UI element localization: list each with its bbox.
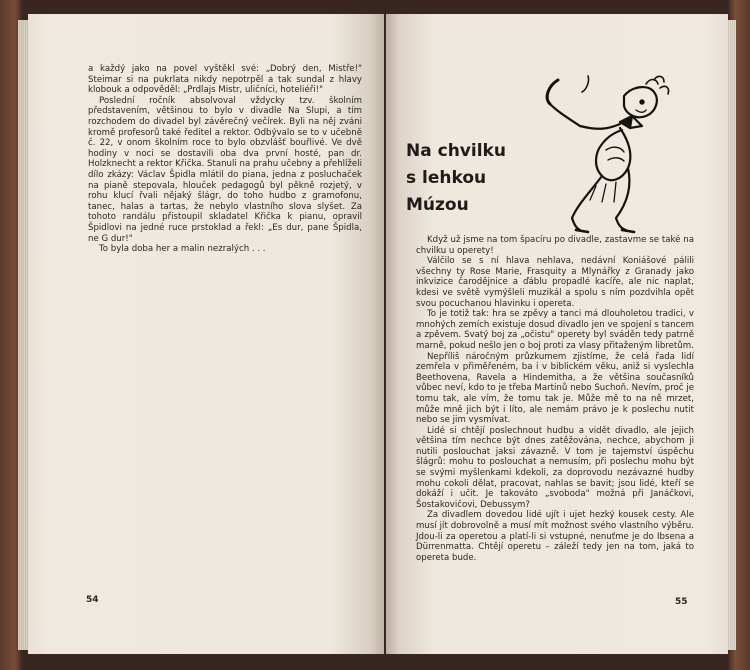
left-page [28,14,384,654]
page-number-left: 54 [86,595,99,605]
paragraph: Nepříliš náročným průzkumem zjistíme, že celá řada lidí zemřela v přiměřeném, ba i v biblickém věku, aniž si vyslechla Beethovena, Ravela a Hindemitha, a že většina současníků vůbec neví, kdo to je třeba Martinů nebo Suchoň. Nevím, proč je tomu tak, ale vím, že tomu tak je. Může mě to na ně mrzet, může mně jich být i líto, ale nemám právo je k poslechu nutit nebo se jim vysmívat. [416,351,694,426]
right-page [386,14,728,654]
chapter-title-line: Múzou [406,195,469,215]
left-page-text [88,64,362,255]
paragraph: Poslední ročník absolvoval vždycky tzv. školním představením, většinou to bylo v divadle Na Slupi, a tím rozchodem do divadel byl závěrečný večírek. Byli na něj zváni kromě profesorů také ředitel a rektor. Odbývalo se to v učebně č. 22, v onom školním roce to bylo obzvlášť bouřlivé. Ve dvě hodiny v noci se dostavili oba dva první hosté, pan dr. Holzknecht a rektor Křička. Stanuli na prahu učebny a přehlíželi dílo zkázy: Václav Špidla mlátil do piana, jedna z posluchaček na pianě stepovala, hlouček pedagogů byl pěkně rozjetý, v rohu klucí řvali nějaký šlágr, do toho hudbo z gramofonu, tanec, halas a tartas, že nebylo vlastního slova slyšet. Za tohoto randálu přistoupil skladatel Křička k pianu, opravil Špidlovi na jedné ruce prstoklad a řekl: „Es dur, pane Špidla, ne G dur!" [88,95,362,244]
paragraph: To byla doba her a malin nezralých . . . [99,244,266,255]
paragraph: a každý jako na povel vyštěkl své: „Dobrý den, Mistře!" Steimar si na pukrlata nikdy nepotrpěl a tak sundal z hlavy klobouk a odpověděl: „Prdlajs Mistr, uličníci, hoteliéři!" [88,64,362,96]
right-page-text [416,235,694,563]
dancer-with-fan-drawing [536,68,706,238]
paragraph: Za divadlem dovedou lidé ujít i ujet hezký kousek cesty. Ale musí jít dobrovolně a musí mít možnost svého vlastního výběru. Jdou-li za operetou a platí-li si vstupné, nenuťme je do Ibsena a Dürrenmatta. Chtějí operetu – záleží tedy jen na tom, jaká to opereta bude. [416,510,694,563]
paragraph: Když už jsme na tom špacíru po divadle, zastavme se také na chvilku u operety! [416,235,694,256]
paragraph: Válčilo se s ní hlava nehlava, nedávní Koniášové pálili všechny ty Rose Marie, Frasquity a Mlynářky z Granady jako inkvizice čarodějnice a ďáblu propadlé kacíře, ale nic naplat, kdesi ve světě vymýšleli muzikál a spolu s ním pozdvihla opět svou pocuchanou hlavinku i opereta. [416,256,694,309]
page-number-right: 55 [675,597,688,607]
paragraph: Lidé si chtějí poslechnout hudbu a vidět divadlo, ale jejich většina tím nechce být dnes zatěžována, nechce, abychom ji nutili poslouchat jaksi závazně. V tom je tajemství úspěchu šlágrů: mohu to poslouchat a nemusím, při poslechu mohu být se svými myšlenkami kdekoli, za doprovodu nezávazné hudby mohu cokoli dělat, pracovat, nahlas se bavit; jsou lidé, kteří se dokáží i učit. Je takováto „svoboda" možná při Janáčkovi, Šostakovičovi, Debussym? [416,425,694,510]
chapter-title-line: Na chvilku [406,141,506,161]
paragraph: To je totiž tak: hra se zpěvy a tanci má dlouholetou tradici, v mnohých zemích existuje dosud divadlo jen ve spojení s tancem a zpěvem. Svatý boj za „očistu" operety byl sváděn tedy patrně marně, pokud nešlo jen o boj proti za vlasy přitaženým libretům. [416,309,694,351]
chapter-title [406,138,506,219]
chapter-title-line: s lehkou [406,168,487,188]
